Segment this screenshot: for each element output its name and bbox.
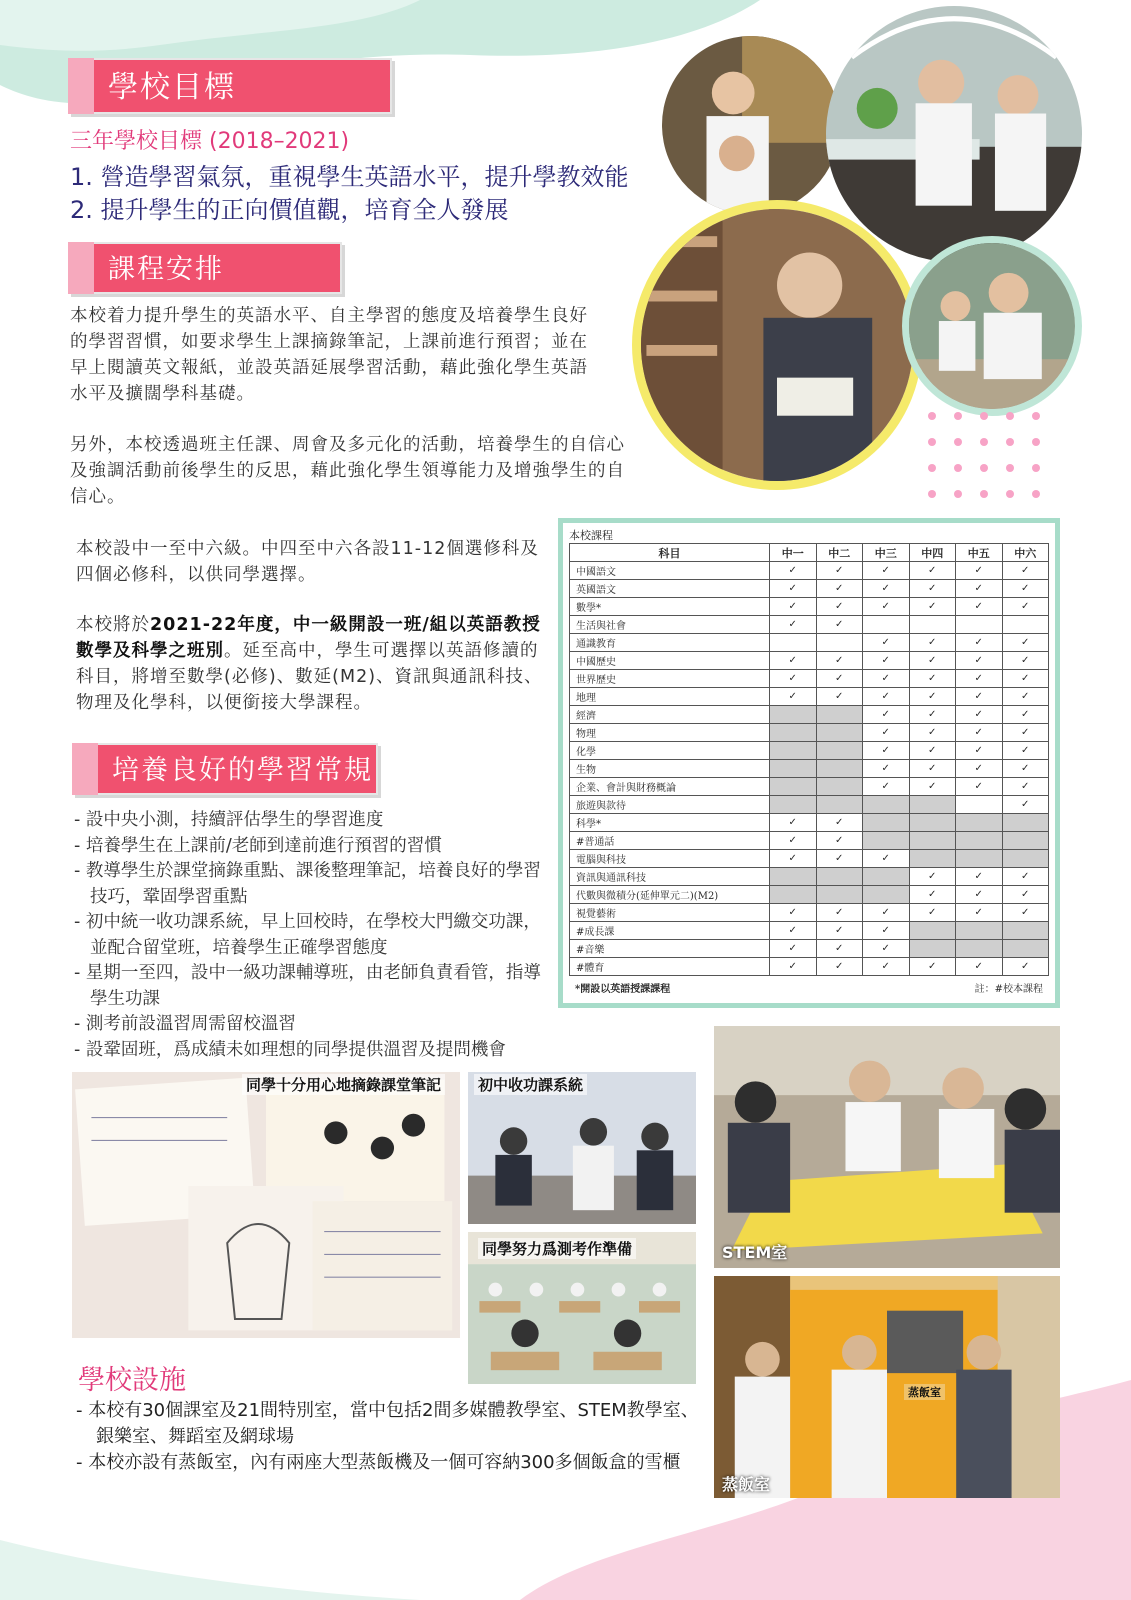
level-cell: ✓	[816, 688, 863, 706]
goals-subtitle: 三年學校目標 (2018–2021)	[70, 129, 350, 154]
level-cell: ✓	[956, 598, 1003, 616]
level-cell: ✓	[1002, 652, 1049, 670]
habit-item: - 教導學生於課堂摘錄重點、課後整理筆記，培養良好的學習技巧，鞏固學習重點	[74, 861, 541, 907]
photo-students-trophy	[658, 32, 844, 218]
subject-cell: #成長課	[570, 922, 770, 940]
table-row	[570, 562, 1049, 580]
footnote-school-based: 註：#校本課程	[974, 984, 1043, 995]
level-cell: ✓	[956, 634, 1003, 652]
level-cell	[816, 706, 863, 724]
level-cell: ✓	[816, 562, 863, 580]
level-cell: ✓	[956, 868, 1003, 886]
level-cell: ✓	[770, 922, 817, 940]
habit-item: - 培養學生在上課前/老師到達前進行預習的習慣	[74, 835, 442, 856]
level-cell	[770, 706, 817, 724]
level-cell: ✓	[863, 562, 910, 580]
level-cell: ✓	[909, 688, 956, 706]
goal-item-1: 1. 營造學習氣氛，重視學生英語水平，提升學教效能	[70, 163, 629, 191]
level-cell: ✓	[909, 598, 956, 616]
dot-decoration	[954, 412, 962, 420]
level-cell: ✓	[956, 580, 1003, 598]
level-cell: ✓	[1002, 958, 1049, 976]
level-cell: ✓	[770, 598, 817, 616]
level-cell	[816, 724, 863, 742]
level-cell: ✓	[863, 940, 910, 958]
caption-homework: 初中收功課系統	[474, 1074, 587, 1095]
goals-heading-text: 學校目標	[108, 70, 236, 105]
table-row	[570, 868, 1049, 886]
level-cell	[770, 796, 817, 814]
level-cell: ✓	[770, 616, 817, 634]
photo-students-garden	[826, 6, 1082, 262]
table-header-row	[570, 544, 1049, 562]
caption-notes: 同學十分用心地摘錄課堂筆記	[242, 1074, 445, 1095]
dot-decoration	[954, 490, 962, 498]
subject-cell: 化學	[570, 742, 770, 760]
dot-decoration	[1032, 490, 1040, 498]
curriculum-para-4	[76, 612, 548, 716]
level-cell	[909, 814, 956, 832]
level-cell: ✓	[863, 580, 910, 598]
level-cell	[770, 886, 817, 904]
dot-decoration	[980, 490, 988, 498]
level-cell: ✓	[909, 868, 956, 886]
header-s3: 中三	[863, 544, 910, 562]
facility-item: - 本校有30個課室及21間特別室，當中包括2間多媒體教學室、STEM教學室、銀樂室、舞蹈室及網球場	[76, 1400, 699, 1447]
level-cell: ✓	[956, 652, 1003, 670]
table-row	[570, 688, 1049, 706]
level-cell	[816, 868, 863, 886]
level-cell: ✓	[863, 850, 910, 868]
level-cell: ✓	[863, 634, 910, 652]
header-subject: 科目	[570, 544, 770, 562]
level-cell: ✓	[956, 778, 1003, 796]
dot-decoration	[980, 464, 988, 472]
level-cell: ✓	[956, 706, 1003, 724]
level-cell: ✓	[816, 922, 863, 940]
curriculum-table-title: 本校課程	[569, 529, 613, 542]
level-cell: ✓	[1002, 796, 1049, 814]
level-cell: ✓	[1002, 904, 1049, 922]
habits-heading	[72, 743, 378, 795]
level-cell: ✓	[863, 904, 910, 922]
level-cell	[956, 796, 1003, 814]
subject-cell: 視覺藝術	[570, 904, 770, 922]
level-cell: ✓	[863, 724, 910, 742]
level-cell	[909, 850, 956, 868]
table-row	[570, 832, 1049, 850]
table-row	[570, 670, 1049, 688]
level-cell: ✓	[770, 688, 817, 706]
level-cell: ✓	[863, 778, 910, 796]
level-cell: ✓	[863, 652, 910, 670]
dot-decoration	[928, 490, 936, 498]
level-cell	[1002, 922, 1049, 940]
table-row	[570, 724, 1049, 742]
subject-cell: 中國歷史	[570, 652, 770, 670]
para4-pre: 本校將於	[76, 615, 150, 635]
level-cell: ✓	[863, 922, 910, 940]
dot-decoration	[1006, 490, 1014, 498]
level-cell	[770, 634, 817, 652]
level-cell: ✓	[956, 562, 1003, 580]
subject-cell: 生活與社會	[570, 616, 770, 634]
level-cell	[956, 814, 1003, 832]
level-cell: ✓	[816, 616, 863, 634]
facilities-list	[76, 1398, 706, 1476]
level-cell: ✓	[816, 598, 863, 616]
level-cell: ✓	[909, 670, 956, 688]
level-cell	[863, 832, 910, 850]
dot-decoration	[980, 412, 988, 420]
table-row	[570, 580, 1049, 598]
level-cell: ✓	[816, 580, 863, 598]
level-cell: ✓	[909, 760, 956, 778]
curriculum-table	[569, 543, 1049, 976]
level-cell: ✓	[770, 904, 817, 922]
dot-decoration	[954, 464, 962, 472]
level-cell: ✓	[816, 940, 863, 958]
photo-rice-room	[714, 1276, 1060, 1498]
goals-heading	[68, 58, 392, 114]
level-cell: ✓	[1002, 634, 1049, 652]
dot-decoration	[1032, 464, 1040, 472]
level-cell	[770, 778, 817, 796]
level-cell: ✓	[816, 670, 863, 688]
level-cell	[770, 724, 817, 742]
level-cell: ✓	[909, 562, 956, 580]
level-cell	[816, 634, 863, 652]
habit-item: - 設中央小測，持續評估學生的學習進度	[74, 810, 384, 830]
level-cell	[816, 778, 863, 796]
level-cell: ✓	[909, 778, 956, 796]
header-s2: 中二	[816, 544, 863, 562]
table-row	[570, 850, 1049, 868]
level-cell	[909, 616, 956, 634]
level-cell: ✓	[1002, 886, 1049, 904]
level-cell: ✓	[1002, 778, 1049, 796]
subject-cell: 資訊與通訊科技	[570, 868, 770, 886]
photo-stem-room	[714, 1026, 1060, 1268]
level-cell: ✓	[863, 760, 910, 778]
level-cell	[909, 796, 956, 814]
subject-cell: 數學*	[570, 598, 770, 616]
header-s6: 中六	[1002, 544, 1049, 562]
table-row	[570, 652, 1049, 670]
level-cell: ✓	[909, 634, 956, 652]
goal-item-2: 2. 提升學生的正向價值觀，培育全人發展	[70, 196, 509, 224]
curriculum-table-footer	[569, 976, 1049, 995]
level-cell: ✓	[770, 814, 817, 832]
level-cell	[863, 814, 910, 832]
dot-decoration	[980, 438, 988, 446]
habits-heading-text: 培養良好的學習常規	[112, 755, 373, 786]
table-row	[570, 814, 1049, 832]
level-cell	[1002, 616, 1049, 634]
curriculum-table-body	[570, 562, 1049, 976]
level-cell: ✓	[770, 850, 817, 868]
level-cell	[909, 832, 956, 850]
level-cell: ✓	[1002, 670, 1049, 688]
level-cell	[770, 760, 817, 778]
photo-students-activity	[902, 236, 1082, 416]
level-cell	[770, 868, 817, 886]
dot-decoration	[928, 438, 936, 446]
header-s5: 中五	[956, 544, 1003, 562]
level-cell: ✓	[863, 670, 910, 688]
level-cell	[816, 760, 863, 778]
subject-cell: 地理	[570, 688, 770, 706]
level-cell	[816, 742, 863, 760]
level-cell: ✓	[1002, 760, 1049, 778]
level-cell: ✓	[863, 958, 910, 976]
curriculum-table-box	[558, 518, 1060, 1008]
subject-cell: 世界歷史	[570, 670, 770, 688]
level-cell: ✓	[1002, 598, 1049, 616]
level-cell: ✓	[816, 832, 863, 850]
level-cell	[816, 796, 863, 814]
level-cell	[909, 922, 956, 940]
level-cell	[1002, 850, 1049, 868]
para4-post: 。延至高中，學生可選擇以英語修讀的科目，將增至數學(必修)、數延(M2)、資訊與通訊科技、物理及化學科，以便銜接大學課程。	[76, 641, 543, 713]
table-row	[570, 886, 1049, 904]
dot-decoration	[928, 464, 936, 472]
level-cell: ✓	[909, 652, 956, 670]
habit-item: - 初中統一收功課系統，早上回校時，在學校大門繳交功課，並配合留堂班，培養學生正確學習態度	[74, 912, 541, 958]
curriculum-heading-text: 課程安排	[108, 254, 224, 285]
dot-decoration	[1032, 438, 1040, 446]
level-cell	[863, 616, 910, 634]
dot-decoration	[1006, 438, 1014, 446]
level-cell: ✓	[909, 580, 956, 598]
level-cell: ✓	[770, 580, 817, 598]
level-cell: ✓	[956, 958, 1003, 976]
level-cell: ✓	[863, 688, 910, 706]
level-cell: ✓	[770, 940, 817, 958]
level-cell: ✓	[1002, 742, 1049, 760]
level-cell: ✓	[956, 904, 1003, 922]
level-cell: ✓	[909, 886, 956, 904]
level-cell	[956, 940, 1003, 958]
table-row	[570, 616, 1049, 634]
subject-cell: 科學*	[570, 814, 770, 832]
subject-cell: #普通話	[570, 832, 770, 850]
level-cell: ✓	[956, 670, 1003, 688]
level-cell: ✓	[863, 706, 910, 724]
subject-cell: 企業、會計與財務概論	[570, 778, 770, 796]
level-cell	[770, 742, 817, 760]
level-cell	[956, 850, 1003, 868]
level-cell: ✓	[956, 688, 1003, 706]
subject-cell: #體育	[570, 958, 770, 976]
level-cell	[956, 616, 1003, 634]
table-row	[570, 904, 1049, 922]
level-cell: ✓	[956, 886, 1003, 904]
habit-item: - 測考前設溫習周需留校溫習	[74, 1014, 296, 1034]
level-cell: ✓	[1002, 724, 1049, 742]
table-row	[570, 922, 1049, 940]
table-row	[570, 706, 1049, 724]
table-row	[570, 760, 1049, 778]
subject-cell: 旅遊與款待	[570, 796, 770, 814]
level-cell	[909, 940, 956, 958]
facilities-heading: 學校設施	[78, 1365, 186, 1396]
level-cell: ✓	[909, 706, 956, 724]
curriculum-heading	[68, 242, 342, 294]
subject-cell: 英國語文	[570, 580, 770, 598]
subject-cell: 經濟	[570, 706, 770, 724]
subject-cell: #音樂	[570, 940, 770, 958]
table-row	[570, 958, 1049, 976]
para4-bold: 2021-22年度，中一級開設一班/組以英語教授數學及科學之班別	[76, 615, 541, 661]
curriculum-para-1: 本校着力提升學生的英語水平、自主學習的態度及培養學生良好的學習習慣，如要求學生上課摘錄筆記，上課前進行預習；並在早上閱讀英文報紙，並設英語延展學習活動，藉此強化學生英語水平及擴闊學科基礎。	[70, 306, 588, 404]
level-cell	[956, 922, 1003, 940]
header-s1: 中一	[770, 544, 817, 562]
curriculum-para-2: 另外，本校透過班主任課、周會及多元化的活動，培養學生的自信心及強調活動前後學生的反思，藉此強化學生領導能力及增強學生的自信心。	[70, 435, 625, 507]
dot-decoration	[1032, 412, 1040, 420]
level-cell: ✓	[816, 850, 863, 868]
level-cell	[863, 868, 910, 886]
table-row	[570, 598, 1049, 616]
subject-cell: 物理	[570, 724, 770, 742]
level-cell: ✓	[909, 724, 956, 742]
level-cell: ✓	[1002, 580, 1049, 598]
level-cell: ✓	[816, 652, 863, 670]
level-cell: ✓	[863, 598, 910, 616]
level-cell: ✓	[956, 742, 1003, 760]
table-row	[570, 778, 1049, 796]
footnote-english: *開設以英語授課課程	[575, 984, 671, 995]
photo-notes	[72, 1072, 460, 1338]
level-cell	[956, 832, 1003, 850]
table-row	[570, 940, 1049, 958]
level-cell: ✓	[909, 904, 956, 922]
level-cell	[1002, 940, 1049, 958]
level-cell: ✓	[909, 742, 956, 760]
table-row	[570, 742, 1049, 760]
dot-decoration	[1006, 412, 1014, 420]
level-cell: ✓	[770, 562, 817, 580]
level-cell: ✓	[1002, 688, 1049, 706]
level-cell	[863, 796, 910, 814]
level-cell: ✓	[1002, 868, 1049, 886]
caption-stem: STEM室	[722, 1243, 788, 1262]
level-cell	[1002, 832, 1049, 850]
subject-cell: 代數與微積分(延伸單元二)(M2)	[570, 886, 770, 904]
dot-decoration	[928, 412, 936, 420]
subject-cell: 電腦與科技	[570, 850, 770, 868]
header-s4: 中四	[909, 544, 956, 562]
habit-item: - 設鞏固班，爲成績未如理想的同學提供溫習及提問機會	[74, 1039, 506, 1060]
table-row	[570, 796, 1049, 814]
facility-item: - 本校亦設有蒸飯室，內有兩座大型蒸飯機及一個可容納300多個飯盒的雪櫃	[76, 1452, 681, 1473]
level-cell: ✓	[816, 958, 863, 976]
level-cell: ✓	[770, 670, 817, 688]
table-row	[570, 634, 1049, 652]
dot-decoration	[1006, 464, 1014, 472]
habit-item: - 星期一至四，設中一級功課輔導班，由老師負責看管，指導學生功課	[74, 963, 541, 1009]
level-cell: ✓	[909, 958, 956, 976]
dot-grid-decoration	[928, 412, 1040, 502]
caption-exam: 同學努力爲測考作準備	[478, 1238, 636, 1259]
level-cell: ✓	[956, 724, 1003, 742]
photo-library-reading	[632, 200, 922, 490]
level-cell: ✓	[816, 814, 863, 832]
level-cell: ✓	[1002, 706, 1049, 724]
level-cell: ✓	[956, 760, 1003, 778]
level-cell	[1002, 814, 1049, 832]
subject-cell: 中國語文	[570, 562, 770, 580]
level-cell: ✓	[770, 832, 817, 850]
habits-list	[74, 808, 554, 1063]
subject-cell: 通識教育	[570, 634, 770, 652]
level-cell: ✓	[770, 958, 817, 976]
level-cell: ✓	[816, 904, 863, 922]
caption-rice-room: 蒸飯室	[722, 1475, 771, 1494]
rice-room-sign: 蒸飯室	[904, 1384, 945, 1400]
curriculum-para-3: 本校設中一至中六級。中四至中六各設11-12個選修科及四個必修科，以供同學選擇。	[76, 539, 539, 585]
level-cell: ✓	[863, 742, 910, 760]
level-cell	[863, 886, 910, 904]
subject-cell: 生物	[570, 760, 770, 778]
level-cell: ✓	[770, 652, 817, 670]
level-cell: ✓	[1002, 562, 1049, 580]
level-cell	[816, 886, 863, 904]
dot-decoration	[954, 438, 962, 446]
